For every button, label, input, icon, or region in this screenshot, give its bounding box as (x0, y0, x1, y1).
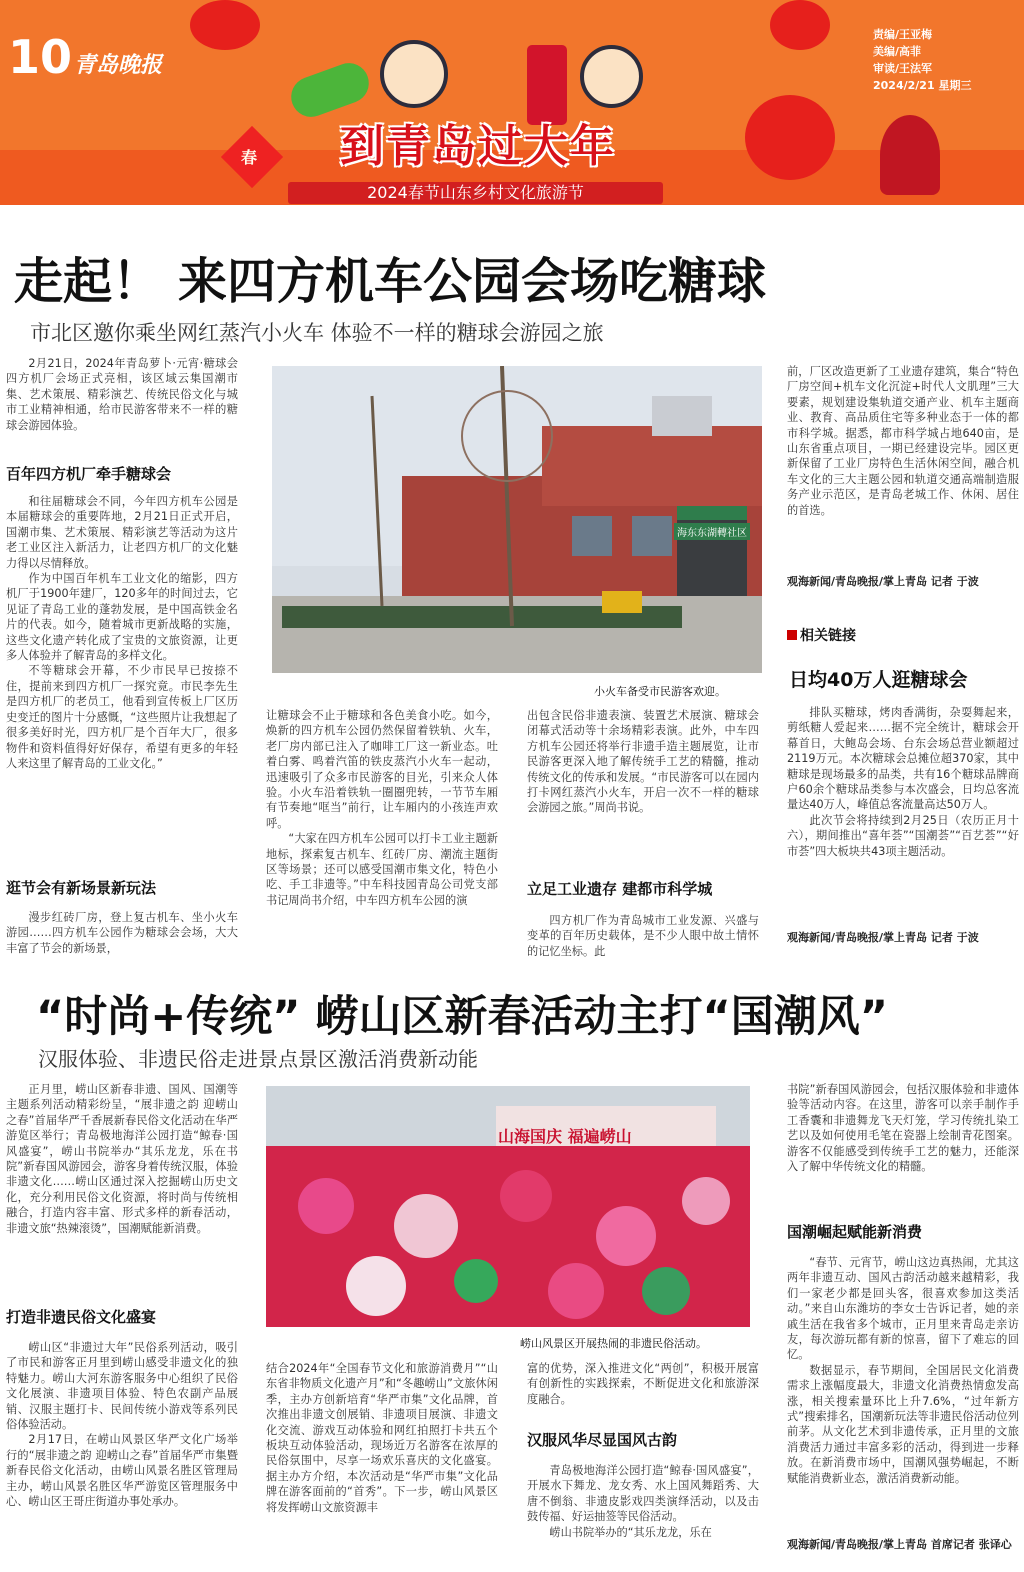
paragraph: 前，厂区改造更新了工业遗存建筑，集合“特色厂房空间+机车文化沉淀+时代人文肌理”三大要素，规划建设集轨道交通产业、机车主题商业、教育、高品质住宅等多种业态于一体的都市科学城。据悉，都市科学城占地640亩，是山东省重点项目，一期已经建设完毕。园区更新保留了工业厂房特色生活休闲空间，融合机车文化的三大主题公园和轨道交通高端制造服务产业示范区，是青岛老城工作、休闲、居住的首选。 (787, 365, 1019, 517)
article2-mid-col1 (266, 1361, 498, 1568)
article1-section1-body (6, 494, 238, 864)
paper-name: 青岛晚报 (74, 52, 163, 78)
article2-photo-caption: 崂山风景区开展热闹的非遗民俗活动。 (520, 1337, 707, 1350)
chun-tag-text: 春 (241, 148, 258, 167)
article1-section2-body (6, 910, 238, 966)
paragraph: 富的优势，深入推进文化“两创”，积极开展富有创新性的实践探索，不断促进文化和旅游深度融合。 (527, 1362, 759, 1406)
article2-section1-title: 打造非遗民俗文化盛宴 (6, 1308, 157, 1326)
article1-lead (6, 356, 238, 446)
child-figure-icon (380, 40, 448, 108)
editors-block (873, 26, 971, 94)
sidebar-byline: 观海新闻/青岛晚报/掌上青岛 记者 于波 (787, 931, 979, 944)
article2-subhead: 汉服体验、非遗民俗走进景点景区激活消费新动能 (38, 1047, 478, 1071)
paragraph: 让糖球会不止于糖球和各色美食小吃。如今，焕新的四方机车公园仍然保留着铁轨、火车，老厂房内部已注入了咖啡工厂这一新业态。吐着白雾、鸣着汽笛的铁皮蒸汽小火车一起动，迅速吸引了众多市民游客的目光，引来众人体验。小火车沿着铁轨一圈圈兜转，一节节车厢有节奏地“哐当”前行，让车厢内的小孩连声欢呼。 (266, 709, 498, 830)
lantern-icon (190, 0, 260, 50)
sidebar-title: 日均40万人逛糖球会 (789, 669, 968, 691)
issue-date: 2024/2/21 星期三 (873, 79, 972, 92)
train-photo-illustration (272, 366, 762, 673)
article1-headline: 走起！ 来四方机车公园会场吃糖球 (14, 253, 767, 310)
article1-mid-col1 (266, 708, 498, 966)
photo-sign: 海东东湖轉社区 (674, 523, 750, 540)
article2-right-col (787, 1082, 1019, 1207)
article1-photo-caption: 小火车备受市民游客欢迎。 (594, 685, 726, 698)
article2-headline: “时尚+传统” 崂山区新春活动主打“国潮风” (36, 992, 889, 1042)
paragraph: 和往届糖球会不同，今年四方机车公园是本届糖球会的重要阵地，2月21日正式开启，国潮市集、艺术策展、精彩演艺等活动为这片老工业区注入新活力，让老四方机厂的文化魅力得以尽情释放。 (6, 495, 238, 570)
paragraph: 崂山区“非遗过大年”民俗系列活动，吸引了市民和游客正月里到崂山感受非遗文化的独特魅力。崂山大河东游客服务中心组织了民俗文化展演、非遗项目体验、特色农副产品展销、汉服主题打卡、民间传统小游戏等系列民俗体验活动。 (6, 1341, 238, 1432)
article1-byline: 观海新闻/青岛晚报/掌上青岛 记者 于波 (787, 575, 979, 588)
photo-banner-sign: 山海国庆 福遍崂山 (498, 1127, 632, 1146)
paragraph: 漫步红砖厂房，登上复古机车、坐小火车游园……四方机车公园作为糖球会会场，大大丰富了节会的新场景， (6, 911, 238, 955)
paragraph: 不等糖球会开幕，不少市民早已按捺不住，提前来到四方机厂一探究竟。市民李先生是四方机厂的老员工，他看到宣传板上厂区历史变迁的图片十分感慨，“这些照片让我想起了很多美好时光，四方机厂是个百年大厂，很多物件和资料值得好好保存，希望有更多的年轻人来这里了解青岛的工业文化。” (6, 664, 238, 770)
paragraph: “春节、元宵节，崂山这边真热闹，尤其这两年非遗互动、国风古韵活动越来越精彩，我们一家老少都是回头客，很喜欢参加这类活动。”来自山东潍坊的李女士告诉记者，她的亲戚生活在我省多个城市，正月里来青岛走亲访友，每次游玩都有新的惊喜，留下了难忘的回忆。 (787, 1256, 1019, 1362)
article2-section3-body (787, 1255, 1019, 1535)
lead-paragraph: 2月21日，2024年青岛萝卜·元宵·糖球会四方机厂会场正式亮相，该区域云集国潮市集、艺术策展、精彩演艺、传统民俗文化与城市工业精神相通，给市民游客带来不一样的糖球会游园体验。 (6, 357, 238, 432)
tower-icon (880, 115, 940, 195)
article2-section2-body (527, 1463, 759, 1568)
paragraph: 出包含民俗非遗表演、装置艺术展演、糖球会闭幕式活动等十余场精彩表演。此外，中车四方机车公园还将举行非遗手造主题展览，让市民游客更深入地了解传统手工艺的精髓，推动传统文化的传承和发展。“市民游客可以在园内打卡网红蒸汽小火车，开启一次不一样的糖球会游园之旅。”周尚书说。 (527, 709, 759, 815)
page-banner (0, 0, 1024, 205)
article2-photo (266, 1086, 750, 1327)
editor-line: 责编/王亚梅 (873, 28, 933, 41)
folk-performance-illustration (266, 1086, 750, 1327)
related-link-tag (787, 625, 856, 645)
lantern-icon (745, 95, 835, 180)
paragraph: 青岛极地海洋公园打造“鲸春·国风盛宴”，开展水下舞龙、龙女秀、水上国风舞蹈秀、大唐不倒翁、非遗皮影戏四类演绎活动，以及击鼓传福、好运抽签等民俗活动。 (527, 1464, 759, 1524)
lantern-icon (770, 0, 830, 50)
paragraph: 排队买糖球，烤肉香满街，杂耍舞起来，剪纸糖人爱起来……据不完全统计，糖球会开幕首日，大鲍岛会场、台东会场总营业额超过2119万元。本次糖球会总摊位超370家，其中糖球是现场最多的品类，共有16个糖球品牌商户60余个糖球品类参与本次盛会，日均总客流量达40万人，峰值总客流量高达50万人。 (787, 706, 1019, 812)
editor-line: 审读/王法军 (873, 62, 933, 75)
child-figure-icon (580, 45, 643, 108)
article1-photo (272, 366, 762, 673)
page-number: 10 (8, 30, 73, 84)
paragraph: 此次节会将持续到2月25日（农历正月十六），期间推出“喜年荟”“国潮荟”“百艺荟”“好市荟”四大板块共43项主题活动。 (787, 813, 1019, 858)
article2-mid-col2 (527, 1361, 759, 1411)
banner-title: 到青岛过大年 (340, 121, 616, 172)
paragraph: 2月17日，在崂山风景区华严文化广场举行的“展非遗之韵 迎崂山之春”首届华严市集暨新春民俗文化活动，由崂山风景名胜区管理局主办，崂山风景名胜区华严游览区管理服务中心、崂山区王哥庄街道办事处承办。 (6, 1433, 238, 1509)
article2-byline: 观海新闻/青岛晚报/掌上青岛 首席记者 张译心 (787, 1538, 1012, 1551)
lead-paragraph: 正月里，崂山区新春非遗、国风、国潮等主题系列活动精彩纷呈，“展非遗之韵 迎崂山之春”首届华严千香展新春民俗文化活动在华严游览区举行；青岛极地海洋公园打造“鲸春·国风盛宴”，崂山书院举办“其乐龙龙，乐在书院”新春国风游园会，游客身着传统汉服，体验非遗文化……崂山区通过深入挖掘崂山历史文化，充分利用民俗文化资源，将时尚与传统相融合，打造内容丰富、形式多样的新春活动，非遗文旅“热辣滚烫”，国潮赋能新消费。 (6, 1083, 238, 1235)
article2-section1-body (6, 1340, 238, 1568)
article1-mid-col2 (527, 708, 759, 860)
paragraph: “大家在四方机车公园可以打卡工业主题新地标，探索复古机车、红砖厂房、潮流主题街区等场景；还可以感受国潮市集文化，特色小吃、手工非遗等。”中车科技园青岛公司党支部书记周尚书介绍，中车四方机车公园的演 (266, 832, 498, 907)
related-link-label: 相关链接 (800, 628, 856, 644)
paragraph: 作为中国百年机车工业文化的缩影，四方机厂于1900年建厂，120多年的时间过去，它见证了青岛工业的蓬勃发展，是中国高铁金名片的代表。如今，随着城市更新战略的实施，这些文化遗产转化成了宝贵的文旅资源，让更多人体验并了解青岛的多样文化。 (6, 572, 238, 663)
red-square-icon (787, 630, 797, 640)
paragraph: 结合2024年“全国春节文化和旅游消费月”“山东省非物质文化遗产月”和“冬趣崂山”文旅休闲季，主办方创新培育“华严市集”文化品牌，首次推出非遗文创展销、非遗项目展演、非遗文化交流、游戏互动体验和网红拍照打卡共五个板块互动体验活动，现场近万名游客在浓厚的民俗氛围中，尽享一场欢乐喜庆的文化盛宴。据主办方介绍，本次活动是“华严市集”文化品牌在游客面前的“首秀”。下一步，崂山风景区将发挥崂山文旅资源丰 (266, 1362, 498, 1514)
paragraph: 数据显示，春节期间，全国居民文化消费需求上涨幅度最大，非遗文化消费热情愈发高涨，相关搜索量环比上升7.6%，“过年新方式”搜索排名，国潮新玩法等非遗民俗活动位列前茅。从文化艺术到非遗传承，正月里的文旅消费活力通过丰富多彩的活动，得到进一步释放。在新消费市场中，国潮风强势崛起，不断赋能消费新业态，激活消费新动能。 (787, 1363, 1019, 1485)
article2-lead (6, 1082, 238, 1292)
paragraph: 四方机厂作为青岛城市工业发源、兴盛与变革的百年历史载体，是不少人眼中故土情怀的记忆坐标。此 (527, 914, 759, 958)
article1-section1-title: 百年四方机厂牵手糖球会 (6, 465, 172, 483)
article1-section2-title: 逛节会有新场景新玩法 (6, 879, 157, 897)
banner-subtitle: 2024春节山东乡村文化旅游节 (288, 182, 663, 204)
article1-right-col (787, 364, 1019, 574)
editor-line: 美编/高菲 (873, 45, 922, 58)
paragraph: 书院”新春国风游园会，包括汉服体验和非遗体验等活动内容。在这里，游客可以亲手制作手工香囊和非遗舞龙飞天灯笼，学习传统扎染工艺以及如何使用毛笔在瓷器上绘制青花图案。游客不仅能感受到传统手工艺的魅力，还能深入了解中华传统文化的精髓。 (787, 1083, 1019, 1174)
article1-subhead: 市北区邀你乘坐网红蒸汽小火车 体验不一样的糖球会游园之旅 (30, 321, 604, 345)
article2-section3-title: 国潮崛起赋能新消费 (787, 1223, 923, 1241)
paragraph: 崂山书院举办的“其乐龙龙，乐在 (549, 1525, 712, 1539)
article2-section2-title: 汉服风华尽显国风古韵 (527, 1431, 678, 1449)
article1-section3-title: 立足工业遗存 建都市科学城 (527, 880, 713, 898)
article1-section3-body (527, 913, 759, 966)
sidebar-body (787, 705, 1019, 927)
